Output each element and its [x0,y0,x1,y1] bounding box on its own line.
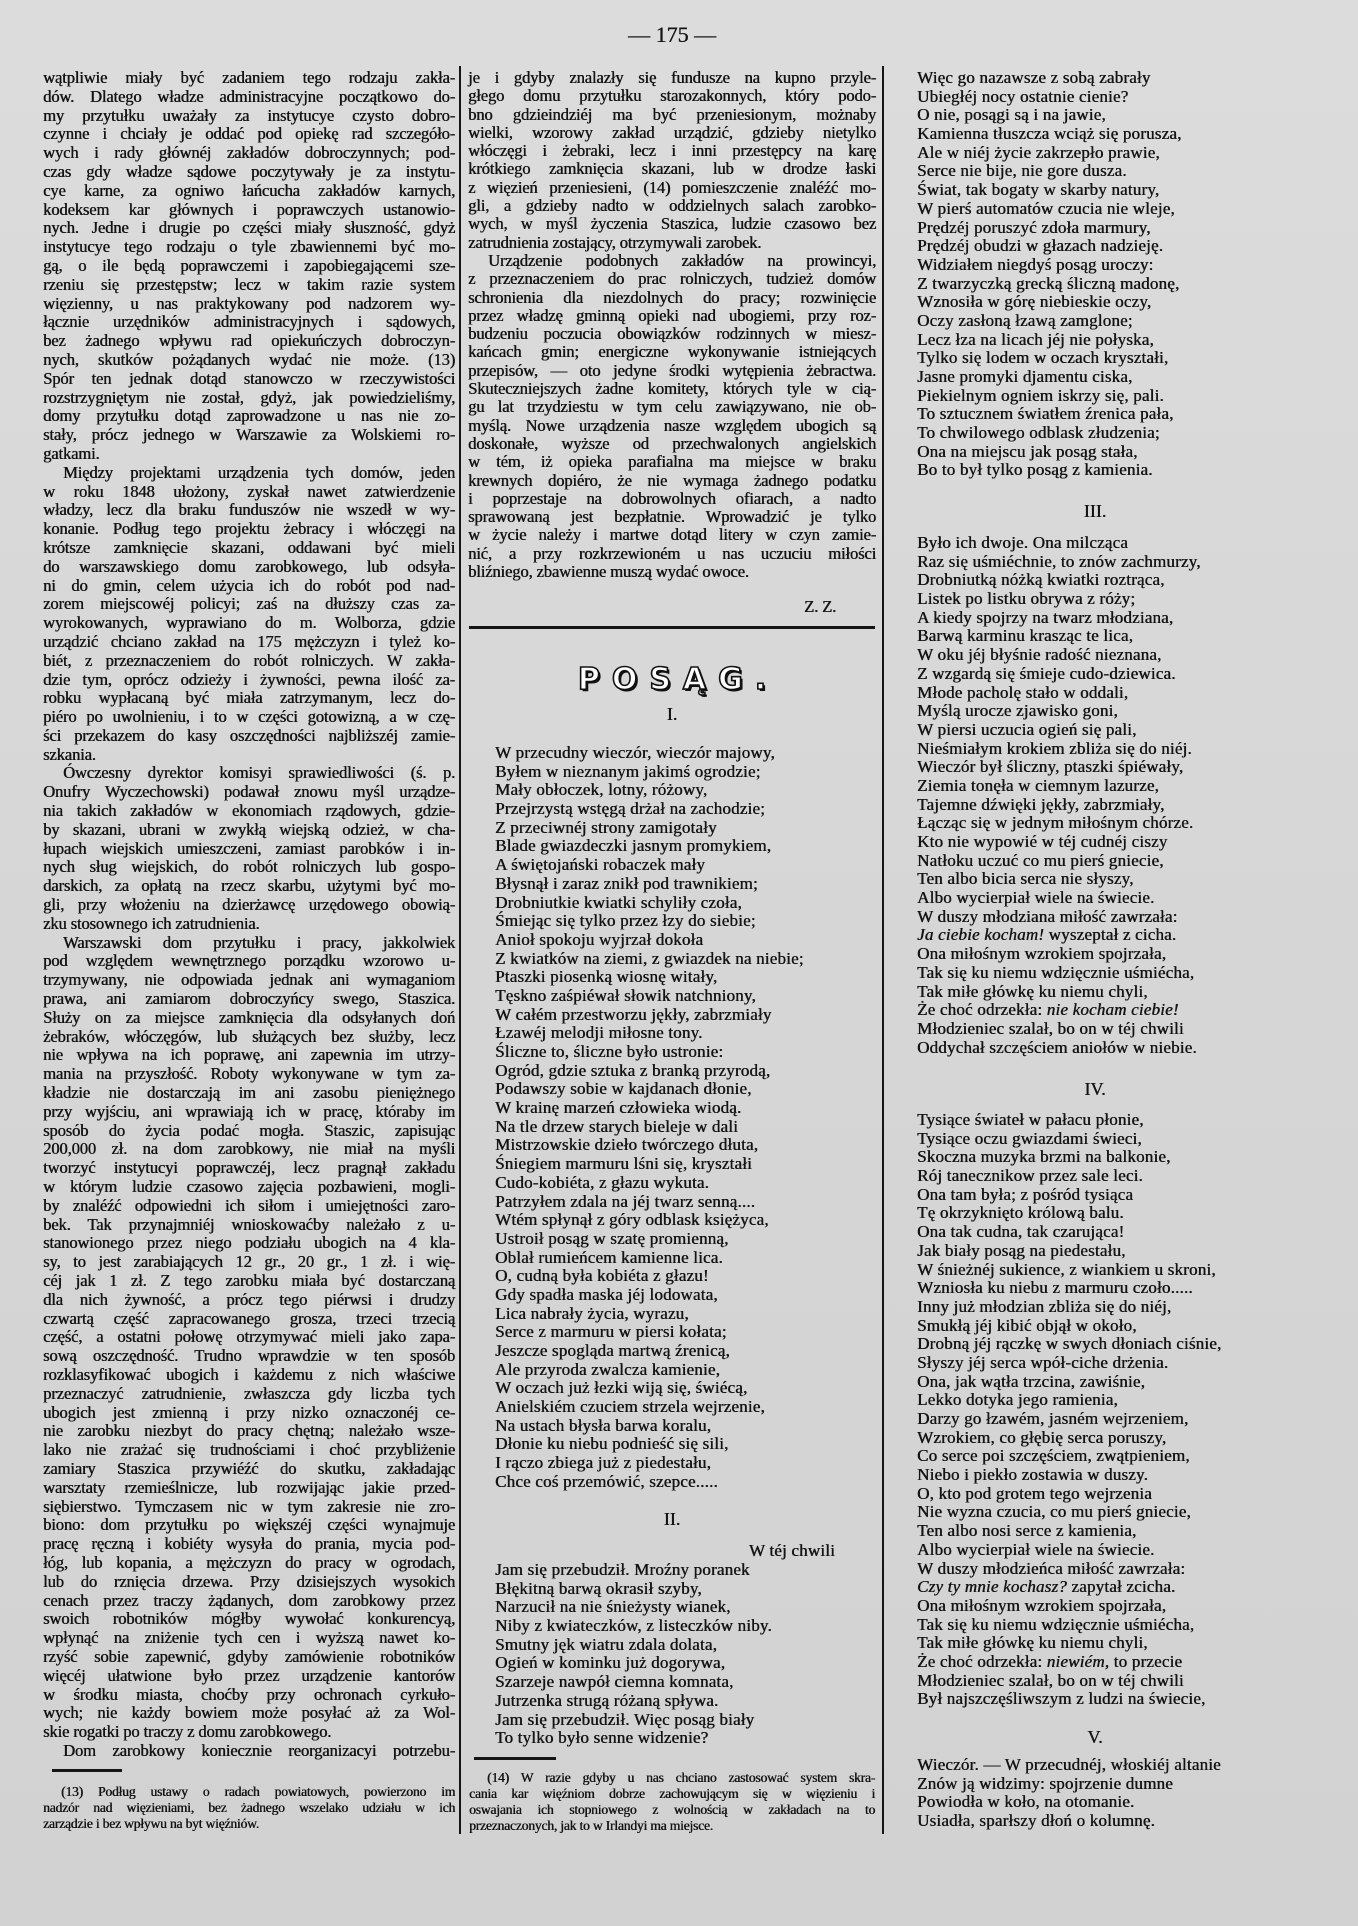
text-line: nych. Jedne i drugie po części miały słuszność, gdyż [43,218,455,238]
text-segment: wyszeptał z cicha. [1044,925,1177,945]
text-line: rozklasyfikować ubogich i każdemu z nich właściwe [43,1364,455,1384]
text-line: łupach wiejskich umieszczeni, zamiast parobków i in- [43,838,455,858]
text-line: zorem miejscowéj policyi; zaś na dłuższy czas za- [43,594,455,614]
text-line: Onufry Wyczechowski) podawał znowu myśl urządze- [43,782,455,802]
text-line: Tę okrzyknięto królową balu. [917,1203,1124,1223]
text-line: przeznaczyć zatrudnienie, zwłaszcza gdy liczba tych [43,1383,455,1403]
text-line: przeznaczonych, jak to w Irlandyi ma miejsce. [469,1818,713,1833]
text-line: bliźniego, zbawienne muszą wydać owoce. [468,562,749,582]
text-line: domy przytułku dotąd zaprowadzone u nas nie zo- [43,406,455,426]
text-line: Młodzieniec szalał, bo on w téj chwili [917,1670,1184,1690]
text-line: Ptaszki piosenką wiosnę witały, [495,967,718,987]
text-line: W duszy młodzieńca miłość zawrzała: [917,1558,1186,1578]
text-line: O, kto pod grotem tego wejrzenia [917,1483,1152,1503]
text-line: wych i rady głównéj zakładów dobroczynnych; pod- [43,143,455,163]
text-line: Ale przyroda zwalcza kamienie, [495,1359,720,1379]
text-line: zamiary Staszica przywiéźć do skutku, zakładając [43,1458,455,1478]
text-line: Drobniutką nóżką kwiatki roztrąca, [917,570,1165,590]
text-line: trzymywany, nie odpowiada jednak ani wymaganiom [43,970,455,990]
text-line: wyrokowanych, wyprawiano do m. Wolborza, gdzie [43,613,455,633]
text-line: W krainę marzeń człowieka wiodą. [495,1098,742,1118]
text-line: pod względem wewnętrznego porządku wzorowo u- [43,951,455,971]
text-line: Drobniutkie kwiatki schyliły czoła, [495,892,742,912]
section-separator [469,626,875,629]
text-line: skie rogatki po traczy z domu zarobkowego. [43,1722,332,1742]
text-line: biét, z przeznaczeniem do robót rolniczych. W zakła- [43,650,455,670]
text-line: Było ich dwoje. Ona milcząca [917,533,1128,552]
text-line: włóczęgi i żebraki, lecz i inni przestępcy na karę [468,141,876,161]
text-segment: to przecie [1109,1651,1183,1671]
text-line: Raz się uśmiéchnie, to znów zachmurzy, [917,551,1201,571]
text-line: Ten albo nosi serce z kamienia, [917,1521,1137,1541]
text-line: Prędzéj poruszyć zdoła marmury, [917,217,1151,237]
text-line: dla nich żywność, a prócz tego piérwsi i drudzy [43,1289,455,1309]
text-line: Anioł spokoju wyjrzał dokoła [495,929,704,949]
text-line: Z kwiatków na ziemi, z gwiazdek na niebie; [495,948,804,968]
text-line: nadzór nad więzieniami, bez żadnego wszelako udziału w ich [43,1800,455,1815]
text-line: Oczy zasłoną łzawą zamglone; [917,310,1133,330]
text-line: Piekielnym ogniem iskrzy się, pali. [917,385,1164,405]
text-line: Anielskiém czuciem strzela wejrzenie, [495,1397,765,1417]
text-line: Kamienna tłuszcza wciąż się porusza, [917,124,1182,144]
poem-section-1 [495,744,875,1492]
text-line: W całém przestworzu jękły, zabrzmiały [495,1004,772,1024]
text-line: doskonałe, wyższe od przechwalonych angielskich [468,433,876,453]
text-line: Wzrokiem, co głębię serca poruszy, [917,1427,1167,1447]
text-line: gli, a gdzieby nadto w oddzielnych salach zarobko- [468,196,876,216]
text-line: Wieczór był śliczny, ptaszki śpiéwały, [917,757,1184,777]
text-line: Darzy go łzawém, jasném wejrzeniem, [917,1409,1189,1428]
text-line: krótkiego zamknięcia skazani, lub w drodze łaski [468,159,876,179]
text-line: dów. Dlatego władze administracyjne początkowo do- [43,86,455,106]
text-line: Z twarzyczką grecką śliczną madonę, [917,273,1180,293]
poem-section-3 [917,534,1317,1057]
text-line: Ona tak cudna, tak czarująca! [917,1222,1125,1242]
text-line: Jasne promyki djamentu ciska, [917,367,1133,386]
text-line: gli, przy włożeniu na dzierżawcę urzędowego obowią- [43,895,455,915]
text-line: W duszy młodziana miłość zawrzała: [917,906,1178,926]
text-line: w środku miasta, choćby przy ochronach cyrkuło- [43,1684,455,1704]
text-line: Nieśmiałym krokiem zbliża się do niéj. [917,738,1192,758]
section-heading: III. [1083,501,1107,521]
text-line: wielki, wzorowy zakład urządzić, gdzieby nietylko [468,122,876,142]
text-line: To tylko było senne widzenie? [495,1728,709,1748]
text-line: To sztucznem światłem źrenica pała, [917,404,1174,424]
text-line: Nie wyzna czucia, co mu pierś gniecie, [917,1502,1191,1522]
text-line: O, cudną była kobiéta z głazu! [495,1266,709,1286]
text-line: Wznosiła w górę niebieskie oczy, [917,292,1152,312]
text-line: władzy, lecz dla braku funduszów nie wszedł w wy- [43,500,455,520]
text-line: Inny już młodzian zbliża się do niéj, [917,1296,1172,1316]
text-line: Urządzenie podobnych zakładów na prowincyi, [488,250,876,270]
text-line: Słyszy jéj serca wpół-ciche drżenia. [917,1352,1169,1372]
section-heading: V. [1087,1727,1103,1747]
text-line: część, a ostatni połowę otrzymywać mieli jako zapa- [43,1327,455,1347]
text-line: Tak miłe główkę ku niemu chyli, [917,1633,1148,1653]
text-line: łącznie urzędników administracyjnych i sądowych, [43,312,455,332]
text-line: Tak się ku niemu wdzięcznie uśmiécha, [917,962,1195,982]
text-line: Widziałem niegdyś posąg uroczy: [917,254,1154,274]
text-line: Z wzgardą się śmieje cudo-dziewica. [917,663,1176,683]
text-line: Myślą urocze zjawisko goni, [917,701,1118,721]
section-heading: II. [663,1509,681,1529]
text-line: Skuteczniejszych żadne komitety, których tyle w cią- [468,379,876,399]
text-line: Patrzyłem zdala na jéj twarz senną.... [495,1191,756,1211]
text-line: Ustroił posąg w szatę promienną, [495,1228,729,1248]
text-line: pracę ręczną i kobiéty wysyła do prania, mycia pod- [43,1534,455,1554]
poem-section-2-continued [917,69,1317,480]
text-line: rozstrzygniętym nie został, gdyż, jak powiedzieliśmy, [43,387,455,407]
text-line: tworzyć instytucyi poprawczéj, lecz pragnął zakładu [43,1158,455,1178]
text-line: Skoczna muzyka brzmi na balkonie, [917,1147,1171,1167]
text-line: Śliczne to, śliczne było ustronie: [495,1042,724,1061]
text-line: my przytułku uważały za instytucye czysto dobro- [43,105,455,125]
italic-text-segment: Ja ciebie kocham! [917,925,1045,945]
text-line [917,926,1317,945]
text-line: kodeksem kar głównych i poprawczych ustanowio- [43,199,455,219]
text-line: Jam się przebudził. Więc posąg biały [495,1709,755,1729]
text-line: Lica nabrały życia, wyrazu, [495,1303,689,1323]
text-line: w życie należy i martwe dotąd litery w czyn zamie- [468,525,876,545]
page-number: — 175 — [628,22,716,47]
text-line: stanowionego przez niego podziału ubogich na 4 kla- [43,1233,455,1253]
text-line: A kiedy spojrzy na twarz młodziana, [917,607,1174,627]
text-line: Tak się ku niemu wdzięcznie uśmiécha, [917,1614,1195,1634]
article-signature: Z. Z. [804,597,836,616]
text-line: Ubiegłéj nocy ostatnie cienie? [917,86,1129,106]
text-line: w roku 1848 ułożony, zyskał nawet zatwierdzenie [43,481,455,501]
text-line: O nie, posągi są i na jawie, [917,105,1106,125]
text-line: wpłynąć na zniżenie tych cen i wyższą nawet ko- [43,1628,455,1648]
poem-title: POSĄG. [577,662,779,697]
text-line: i poprzestaje na dobrowolnych ofiarach, a nadto [468,488,876,508]
text-line: Barwą karminu krasząc te lica, [917,626,1134,646]
text-line: gą, o ile będą poprawczemi i zapobiegającemi sze- [43,255,455,275]
text-line: prawa, ani zamiarom dobroczyńcy swego, Staszica. [43,989,455,1009]
text-line: Przejrzystą wstęgą drżał na zachodzie; [495,799,766,819]
text-line: w którym ludzie czasowo zajęcia pozbawieni, mogli- [43,1177,455,1197]
text-line: Tysiące świateł w pałacu płonie, [917,1110,1144,1129]
text-line: czwartą część zapracowanego grosza, trzeci trzecią [43,1308,455,1328]
italic-text-segment: nie kocham ciebie! [1046,1000,1179,1020]
text-line: Był najszczęśliwszym z ludzi na świecie, [917,1689,1206,1709]
text-line: Narzucił na nie śnieżysty wianek, [495,1597,731,1617]
text-line: Kto nie wypowié w téj cudnéj ciszy [917,832,1168,851]
text-line: Tęskno zaśpiéwał słowik natchniony, [495,985,756,1005]
column-divider [882,66,884,1834]
text-line: Młodzieniec szalał, bo on w téj chwili [917,1018,1184,1038]
text-line: Ona tam była; z pośród tysiąca [917,1184,1134,1204]
text-line: Ale w niéj życie zakrzepło prawie, [917,142,1160,162]
text-line: Jeszcze spogląda martwą źrenicą, [495,1341,730,1360]
text-line: Na tle drzew starych bieleje w dali [495,1116,739,1136]
text-line: gatkami. [43,443,100,463]
text-line: Rój tanecznikow przez sale leci. [917,1166,1143,1186]
text-line: Serce nie bije, nie gore dusza. [917,161,1127,181]
text-line: Tajemne dźwięki jękły, zabrzmiały, [917,794,1165,814]
poem-section-2-first [495,1542,835,1561]
text-line: przez władzę gminną opieki nad ubogiemi, przy roz- [468,305,876,325]
article-left-column [43,69,455,1761]
text-line: Niby z kwiateczków, z listeczków niby. [495,1616,772,1636]
footnote-14 [469,1770,875,1834]
text-line: by skazani, ubrani w zwykłą wiejską odzież, w cha- [43,819,455,839]
text-line: 200,000 zł. na dom zarobkowy, nie miał na myśli [43,1139,455,1159]
text-line: Ona, jak wątła trzcina, zawiśnie, [917,1371,1145,1391]
text-line: piéro po uwolnieniu, i to w części gotowizną, a w czę- [43,707,455,727]
text-line: Natłoku uczuć co mu pierś gniecie, [917,850,1164,870]
text-line: A świętojański robaczek mały [495,855,706,875]
text-line: W oczach już łezki wiją się, świécą, [495,1378,748,1398]
text-line: mania na przyszłość. Roboty wykonywane w tym za- [43,1064,455,1084]
text-line: by znaléźć odpowiedni ich siłom i umiejętności zaro- [43,1195,455,1215]
text-line: warsztaty rzemieślnicze, lub rozwijając jakie przed- [43,1477,455,1497]
section-heading: IV. [1084,1079,1106,1099]
text-line: oswajania ich stopniowego z wolnością w zakładach na to [469,1802,875,1817]
text-line: łóg, lub kopania, a mężczyzn do pracy w ogrodach, [43,1552,455,1572]
text-segment: zapytał zcicha. [1066,1577,1176,1597]
text-line: Cudo-kobiéta, z głazu wykuta. [495,1172,709,1192]
text-line: wych, w myśl życzenia Staszica, ludzie czasowo bez [468,214,876,234]
text-line: Podawszy sobie w kajdanach dłonie, [495,1079,752,1099]
text-line: Ówczesny dyrektor komisyi sprawiedliwości (ś. p. [63,763,455,783]
text-line: Mistrzowskie dzieło twórczego dłuta, [495,1135,759,1155]
text-line: sposób do życia podać mogła. Staszic, zapisując [43,1120,455,1140]
text-line: Młode pacholę stało w oddali, [917,682,1129,702]
text-line: W oku jéj błyśnie radość nieznana, [917,645,1162,665]
text-line: Wzniosła ku niebu z marmuru czoło..... [917,1278,1193,1298]
text-line: I rączo zbiega już z piedestału, [495,1453,711,1473]
text-line: Spór ten jednak dotąd stanowczo w rzeczywistości [43,368,455,388]
text-line: Służy on za miejsce zamknięcia dla odsyłanych doń [43,1007,455,1027]
text-line: Na ustach błysła barwa koralu, [495,1415,712,1435]
text-line: sy, to jest zarabiających 12 gr., 20 gr., 1 zł. i wię- [43,1252,455,1272]
text-line: w tém, iż opieka parafialna ma miejsce w braku [468,452,876,472]
text-line: Blade gwiazdeczki jasnym promykiem, [495,836,772,856]
text-line: nie zarobku niezbyt do pracy chętną; należało wsze- [43,1421,455,1441]
text-line: To chwilowego odblask złudzenia; [917,423,1160,443]
text-line: Byłem w nieznanym jakimś ogrodzie; [495,761,761,781]
text-line: Jam się przebudził. Mroźny poranek [495,1560,750,1579]
text-line: żebraków, włóczęgów, lub służących bez służby, lecz [43,1026,455,1046]
text-line: (14) W razie gdyby u nas chciano zastosować system skra- [487,1770,875,1785]
text-line: nych, skutków pożądanych wydać nie może. (13) [43,349,455,369]
text-line: Albo wycierpiał wiele na świecie. [917,888,1155,908]
text-line: Z przeciwnéj strony zamigotały [495,817,717,837]
poem-section-2 [495,1561,875,1748]
text-line: W pierś automatów czucia nie wleje, [917,198,1175,218]
text-line: Ten albo bicia serca nie słyszy, [917,869,1134,889]
text-line: Ogród, gdzie sztuka z branką przyrodą, [495,1060,771,1080]
poem-section-4 [917,1111,1337,1709]
text-line: Powiodła w koło, na otomanie. [917,1792,1135,1812]
text-line: do warszawskiego domu zarobkowego, lub odsyła- [43,556,455,576]
text-line: bez żadnego wpływu rad opiekuńczych dobroczyn- [43,331,455,351]
text-line: Co serce poi szczęściem, zwątpieniem, [917,1446,1190,1466]
text-line: Tylko się lodem w oczach kryształi, [917,348,1169,368]
text-line: cenach przez traczy żądanych, dom zarobkowy przez [43,1590,455,1610]
text-line: Szarzeje nawpół ciemna komnata, [495,1672,734,1692]
text-line: zarządzie i bez wpływu na byt więźniów. [43,1816,259,1831]
text-segment: Że choć odrzekła: [917,1000,1047,1020]
text-line: Ona miłośnym wzrokiem spojrzała, [917,944,1167,964]
text-line: ni do gmin, celem użycia ich do robót pod nad- [43,575,455,595]
text-line: zatrudnienia zostający, otrzymywali zarobek. [468,232,762,252]
text-line: Między projektami urządzenia tych domów, jeden [63,462,455,482]
text-line: Lecz łza na licach jéj nie połyska, [917,329,1154,349]
text-line: Oblał rumieńcem kamienne lica. [495,1247,723,1267]
text-line: kańcach gmin; energiczne wykonywanie istniejących [468,342,876,362]
text-line: wątpliwie miały być zadaniem tego rodzaju zakła- [43,68,455,87]
text-line: Dom zarobkowy koniecznie reorganizacyi potrzebu- [63,1740,455,1760]
text-line: cye karne, za ogniwo łańcucha zakładów karnych, [43,180,455,200]
text-line: Prędzéj obudzi w głazach nadzieję. [917,236,1164,256]
text-line: ści przekazem do kasy oszczędności najbliższéj zamie- [43,725,455,745]
text-line: Smutny jęk wiatru zdala dolata, [495,1634,717,1654]
poem-section-5 [917,1756,1337,1831]
text-line: Śmiejąc się tylko przez łzy do siebie; [495,911,756,931]
footnote-rule [474,1757,556,1760]
text-line: konanie. Podług tego projektu żebracy i włóczęgi na [43,519,455,539]
text-line: czas gdy władze sądowe poczytywały je za instytu- [43,161,455,181]
text-line: nić, a przy rozkrzewioném u nas uczuciu miłości [468,543,876,563]
text-line: (13) Podług ustawy o radach powiatowych, powierzono im [61,1784,455,1799]
text-line: Serce z marmuru w piersi kołata; [495,1322,727,1342]
text-line: Lekko dotyka jego ramienia, [917,1390,1118,1410]
text-line: z przeznaczeniem do prac rolniczych, tudzież domów [468,269,876,289]
text-line: Błysnął i zaraz znikł pod trawnikiem; [495,873,758,893]
footnote-rule [52,1769,122,1772]
text-line: nych sług wiejskich, do robót rolniczych lub gospo- [43,857,455,877]
text-line: instytucye tego rodzaju o tyle zbawiennemi być mo- [43,237,455,257]
text-line: Łzawéj melodji miłosne tony. [495,1023,703,1043]
text-line: Bo to był tylko posąg z kamienia. [917,460,1153,480]
text-line: dzie tym, oprócz odzieży i żywności, pewna ilość za- [43,669,455,689]
text-line: je i gdyby znalazły się fundusze na kupno przyle- [468,68,876,87]
text-line: Wieczór. — W przecudnéj, włoskiéj altanie [917,1755,1221,1774]
text-line: bek. Tak przynajmniéj wnioskowaćby należało z u- [43,1214,455,1234]
text-line: Świat, tak bogaty w skarby natury, [917,180,1160,200]
text-line: céj jak 1 zł. Z tego zarobku miała być dostarczaną [43,1271,455,1290]
text-line: więcéj ułatwione było przez urządzenie kantorów [43,1665,455,1685]
text-line: Tysiące oczu gwiazdami świeci, [917,1128,1142,1148]
text-line: Ona miłośnym wzrokiem spojrzała, [917,1595,1167,1615]
text-line: Łącząc się w jednym miłośnym chórze. [917,813,1194,833]
text-line: stały, prócz jednego w Warszawie za Wolskiemi ro- [43,425,455,445]
text-line: Śniegiem marmuru lśni się, kryształi [495,1154,752,1174]
text-line: bno gdzieindziéj ma być przeniesionym, możnaby [468,104,876,124]
text-line: Chce coś przemówić, szepce..... [495,1471,718,1491]
text-line: Błękitną barwą okrasił szyby, [495,1578,702,1598]
text-line: szkania. [43,744,96,764]
text-line: Jak biały posąg na piedestału, [917,1240,1126,1260]
text-line: cania kar więźniom dobrze zachowującym się w więzieniu i [469,1786,875,1801]
poem-line: W téj chwili [748,1541,835,1560]
text-line: więzienny, u nas praktykowany pod nadzorem wy- [43,293,455,313]
italic-text-segment: Czy ty mnie kochasz? [917,1577,1067,1597]
text-line: wych; nie każdy bowiem może posyłać aż za Wol- [43,1703,455,1723]
text-line: myślą. Nowe urządzenia nasze względem ubogich są [468,415,876,435]
text-line: przy wyjściu, ani wprawiają ich w pracę, któraby im [43,1101,455,1121]
text-line: siębierstwo. Tymczasem nic w tym zakresie nie zro- [43,1496,455,1516]
text-line: Usiadła, sparłszy dłoń o kolumnę. [917,1811,1155,1831]
text-line: Ogień w kominku już dogorywa, [495,1653,726,1673]
text-line: czynne i chciały je oddać pod opiekę rad szczegóło- [43,124,455,144]
text-line: urządzić chciano zakład na 175 mężczyzn i tyleż ko- [43,631,455,651]
text-line: głego domu przytułku starozakonnych, który podo- [468,86,876,106]
text-line: Tak miłe główkę ku niemu chyli, [917,981,1148,1001]
text-line: biono: dom przytułku po większéj części wynajmuje [43,1515,455,1535]
text-line: Wtém spłynął z góry odblask księżyca, [495,1210,769,1230]
text-line: sprawowaną jest bezpłatnie. Wprowadzić je tylko [468,507,876,527]
text-line: rzeniu się przestępstw; lecz w takim razie system [43,274,455,294]
text-segment: Że choć odrzekła: [917,1651,1047,1671]
text-line: W piersi uczucia ogień się pali, [917,719,1137,739]
text-line: Ona na miejscu jak posąg stała, [917,441,1138,461]
text-line [917,1001,1317,1020]
text-line: Mały obłoczek, lotny, różowy, [495,780,708,800]
text-line: Listek po listku obrywa z róży; [917,589,1136,609]
text-line [917,1578,1337,1597]
footnote-13 [43,1784,455,1832]
text-line: nie wpływa na ich poprawę, ani zapewnia im utrzy- [43,1045,455,1065]
article-middle-column [468,69,876,581]
text-line: Smukłą jéj kibić objął w około, [917,1315,1137,1335]
text-line: przepisów, — oto jedyne środki wytępienia żebractwa. [468,360,876,380]
text-line: Oddychał szczęściem aniołów w niebie. [917,1037,1197,1057]
section-heading: I. [666,704,678,724]
text-line: zku stosownego ich zatrudnienia. [43,913,260,933]
text-line: robku wypłacaną być miała zatrzymanym, lecz do- [43,688,455,708]
text-line: krewnych dopiéro, że nie wymaga żadnego podatku [468,470,876,490]
text-line: lako nie zrażać się trudnościami i choć przybliżenie [43,1440,455,1460]
text-line: budzeniu poczucia obowiązków rodzinnych w miesz- [468,324,876,344]
text-line: Warszawski dom przytułku i pracy, jakkolwiek [63,932,455,952]
text-line: Dłonie ku niebu podnieść się sili, [495,1434,729,1454]
text-line: Albo wycierpiał wiele na świecie. [917,1539,1155,1559]
text-line: Więc go nazawsze z sobą zabrały [917,68,1151,87]
text-line: Jutrzenka strugą różaną spływa. [495,1690,719,1710]
text-line: darskich, za opłatą na rzecz skarbu, użytymi być mo- [43,876,455,896]
text-line: W śnieżnéj sukience, z wiankiem u skroni, [917,1259,1216,1279]
text-line: Drobną jéj rączkę w swych dłoniach ciśnie, [917,1334,1222,1354]
text-line: sową oszczędność. Trudno wprawdzie w ten sposób [43,1346,455,1366]
text-line: Gdy spadła maska jéj lodowata, [495,1284,718,1304]
italic-text-segment: niewiém, [1046,1651,1110,1671]
text-line: Niebo i piekło zostawia w duszy. [917,1465,1148,1485]
text-line: lub do rznięcia drzewa. Przy dzisiejszych wysokich [43,1571,455,1591]
text-line: nia takich zakładów w ekonomiach rządowych, gdzie- [43,801,455,821]
text-line: gu lat trzydziestu w tym celu zawiązywano, nie ob- [468,397,876,417]
text-line: W przecudny wieczór, wieczór majowy, [495,743,775,762]
text-line: Ziemia tonęła w ciemnym lazurze, [917,775,1159,795]
text-line: z więzień przeniesieni, (14) pomieszczenie znaléźć mo- [468,177,876,197]
text-line: krótsze zamknięcie skazani, oddawani być mieli [43,537,455,557]
text-line: swoich robotników mógłby wywołać konkurencyą, [43,1609,455,1629]
text-line: ubogich jest zmienną i przy nizko oznaczonéj ce- [43,1402,455,1422]
text-line: Znów ją widzimy: spojrzenie dumne [917,1773,1173,1793]
text-line: schronienia dla niezdolnych do pracy; rozwinięcie [468,287,876,307]
text-line: kładzie nie dostarczają im ani zasobu pieniężnego [43,1083,455,1103]
text-line: rzyść sobie zapewnić, gdyby zamówienie robotników [43,1646,455,1666]
text-line [917,1653,1337,1672]
column-divider [459,66,461,1834]
